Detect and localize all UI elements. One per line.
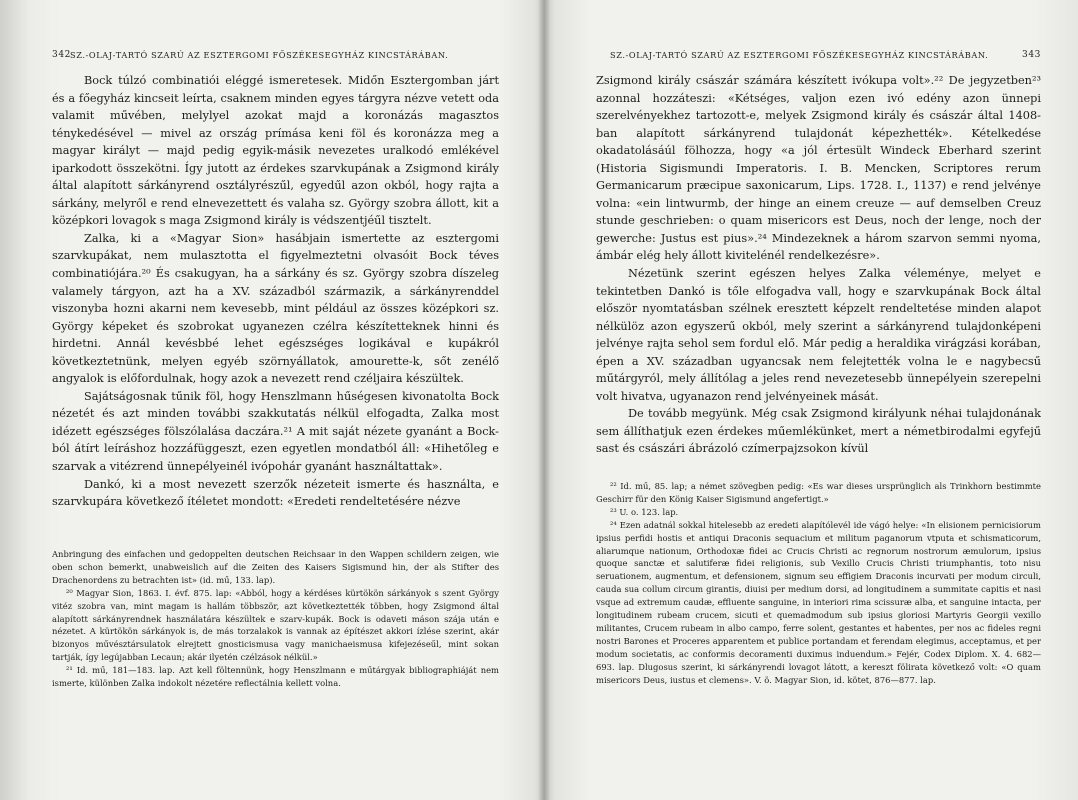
paragraph: De tovább megyünk. Még csak Zsigmond királyunk néhai tulajdonának sem állíthatjuk ezen érdekes műemlékünket, mert a németbirodalmi egyfejű sast és császári ábrázoló czímerpajzsokon kívül bbox=[596, 407, 1041, 456]
paragraph: Nézetünk szerint egészen helyes Zalka véleménye, melyet e tekintetben Dankó is tőle elfogadva vall, hogy e szarvkupának Bock által először nyomtatásban szélnek eresztett képzelt rendeltetése minden alapot nélkülöz azon egyszerű okból, mely szerint a sárkányrend tulajdonképeni jelvénye rajta sehol sem fordul elő. Már pedig a heraldika virágzási korában, épen a XV. században ugyancsak nem felejtették volna le e nagybecsű műtárgyról, mely állítólag a jeles rend nevezetesebb ünnepélyein szerepelni volt hivatva, ugyanazon rend jelvényeinek mását. bbox=[596, 267, 1041, 403]
paragraph: Zalka, ki a «Magyar Sion» hasábjain ismertette az esztergomi szarvkupákat, nem mulasztotta el figyelmeztetni olvasóit Bock téves combinatiójára.²⁰ És csakugyan, ha a sárkány és sz. György szobra díszeleg valamely tárgyon, azt ha a XV. századból származik, a sárkányrenddel viszonyba hozni akarni nem kevesebb, mint például az összes középkori sz. György képeket és szobrokat ugyanezen czélra készítetteknek hinni és hirdetni. Annál kevésbbé lehet egészséges logikával e kupákról következtetnünk, melyen egyéb szörnyállatok, amourette-k, sőt zenélő angyalok is előfordulnak, hogy azok a nevezett rend czéljaira készültek. bbox=[52, 231, 499, 386]
footnote: ²² Id. mű, 85. lap; a német szövegben pedig: «Es war dieses ursprünglich als Trinkhorn bestimmte Geschirr für den König Kaiser Sigismund angefertigt.» bbox=[596, 481, 1041, 504]
left-running-head: SZ.-OLAJ-TARTÓ SZARÚ AZ ESZTERGOMI FŐSZÉKESEGYHÁZ KINCSTÁRÁBAN. bbox=[70, 50, 449, 60]
paragraph: Zsigmond király császár számára készített ivókupa volt».²² De jegyzetben²³ azonnal hozzáteszi: «Kétséges, valjon ezen ivó edény azon ünnepi szerelvényekhez tartozott-e, melyek Zsigmond király és császár által 1408-ban alapított sárkányrend tulajdonát képezhették». Kételkedése okadatolásáúl fölhozza, hogy «a jól értesült Windeck Eberhard szerint (Historia Sigismundi Imperatoris. I. B. Mencken, Scriptores rerum Germanicarum præcipue saxonicarum, Lips. 1728. I., 1137) e rend jelvénye volna: «ein lintwurmb, der hinge an einem creuze — auf demselben Creuz stunde geschrieben: o quam misericors est Deus, noch der lenge, noch der gewerche: Justus est pius».²⁴ Mindezeknek a három szarvon semmi nyoma, ámbár elég hely állott kivitelénél rendelkezésre». bbox=[596, 74, 1041, 263]
right-running-header bbox=[596, 50, 1041, 64]
footnote: Anbringung des einfachen und gedoppelten deutschen Reichsaar in den Wappen schildern zeigen, wie oben schon bemerkt, unabweislich auf die Zeiten des Kaisers Sigismund hin, der als Stifter des Drachenordens zu betrachten ist» (id. mű, 133. lap). bbox=[52, 549, 499, 585]
paragraph: Sajátságosnak tűnik föl, hogy Henszlmann hűségesen kivonatolta Bock nézetét és azt minden további szakkutatás nélkül elfogadta, Zalka most idézett egészséges fölszólalása daczára.²¹ A mit saját nézete gyanánt a Bock-ból átírt leíráshoz hozzáfüggeszt, ezen egyetlen mondatból áll: «Hihetőleg e szarvak a vitézrend ünnepélyeinél ivópohár gyanánt használtattak». bbox=[52, 389, 499, 474]
left-page-number: 342 bbox=[52, 50, 71, 60]
paragraph: Dankó, ki a most nevezett szerzők nézeteit ismerte és használta, e szarvkupára következő ítéletet mondott: «Eredeti rendeltetésére nézve bbox=[52, 477, 499, 509]
footnote: ²⁰ Magyar Sion, 1863. I. évf. 875. lap: «Abból, hogy a kérdéses kürtökön sárkányok s szent György vitéz szobra van, mint magam is hallám többször, azt következtették többen, hogy Zsigmond által alapított sárkányrendnek használatára készültek e szarv-kupák. Bock is odaveti máson szája után e nézetet. A kürtökön sárkányok is, de más torzalakok is vannak az építészet akkori ízlése szerint, akár bizonyos művésztársulatok elrejtett gnosticismusa vagy manichaeismusa kifejezéseűl, mint sokan tartják, így legújabban Lecaun; akár ilyetén czélzások nélkül.» bbox=[52, 587, 499, 663]
footnote: ²³ U. o. 123. lap. bbox=[610, 506, 679, 517]
book-gutter bbox=[538, 0, 550, 800]
right-page-number: 343 bbox=[1022, 50, 1041, 60]
right-body-text bbox=[596, 72, 1041, 458]
left-running-header bbox=[52, 50, 499, 64]
right-page bbox=[596, 0, 1041, 800]
left-footnotes bbox=[52, 548, 499, 690]
left-page bbox=[52, 0, 499, 800]
left-body-text bbox=[52, 72, 499, 511]
footnote: ²⁴ Ezen adatnál sokkal hitelesebb az eredeti alapítólevél ide vágó helye: «In elisionem pernicisiorum ipsius perfidi hostis et antiqui Draconis sequacium et militum paganorum vtputa et schismaticorum, aliarumque nationum, Orthodoxæ fidei ac Crucis Christi ac regnorum nostrorum æmulorum, ipsius quoque sanctæ et salutiferæ fidei religionis, sub Vexillo Crucis Christi triumphantis, toto nisu seruationem, augmentum, et defensionem, signum seu effigiem Draconis incurvati per modum circuli, cauda sua collum circum girantis, diuisi per medium dorsi, ad longitudinem a summitate capitis et nasi vsque ad extremum caudæ, effluente sanguine, in interiori rima scissuræ alba, et sanguine intacta, per longitudinem rubeam crucem, sicuti et quemadmodum sub ipsius gloriosi Martyris Georgii vexillo militantes, Crucem rubeam in albo campo, ferre solent, gestantes et habentes, per nos ac fideles regni nostri Barones et Proceres apparentem et publice portandam et ferendam elegimus, acceptamus, et per modum societatis, ac conformis decoramenti duximus induendum.» Fejér, Codex Diplom. X. 4. 682—693. lap. Dlugosus szerint, ki sárkányrendi lovagot látott, a kereszt fölirata következő volt: «O quam misericors Deus, iustus et clemens». V. ö. Magyar Sion, id. kötet, 876—877. lap. bbox=[596, 519, 1041, 685]
right-footnotes bbox=[596, 480, 1041, 687]
paragraph: Bock túlzó combinatiói eléggé ismeretesek. Midőn Esztergomban járt és a főegyház kincseit leírta, csaknem minden egyes tárgyra nézve vetett oda valamit művében, melylyel azokat majd a koronázás magasztos ténykedésével — mivel az ország prímása keni föl és koronázza meg a magyar királyt — majd pedig egyik-másik nevezetes uralkodó emlékével iparkodott összekötni. Így jutott az érdekes szarvkupának a Zsigmond király által alapított sárkányrend osztályrészűl, egyedűl azon okból, hogy rajta a sárkány, melyről e rend elnevezettett és valaha sz. György szobra állott, kit a középkori lovagok s maga Zsigmond király is védszentjéűl tisztelt. bbox=[52, 74, 499, 228]
footnote: ²¹ Id. mű, 181—183. lap. Azt kell föltennünk, hogy Henszlmann e műtárgyak bibliographiáját nem ismerte, különben Zalka indokolt nézetére reflectálnia kellett volna. bbox=[52, 665, 499, 689]
right-running-head: SZ.-OLAJ-TARTÓ SZARÚ AZ ESZTERGOMI FŐSZÉKESEGYHÁZ KINCSTÁRÁBAN. bbox=[610, 50, 989, 60]
